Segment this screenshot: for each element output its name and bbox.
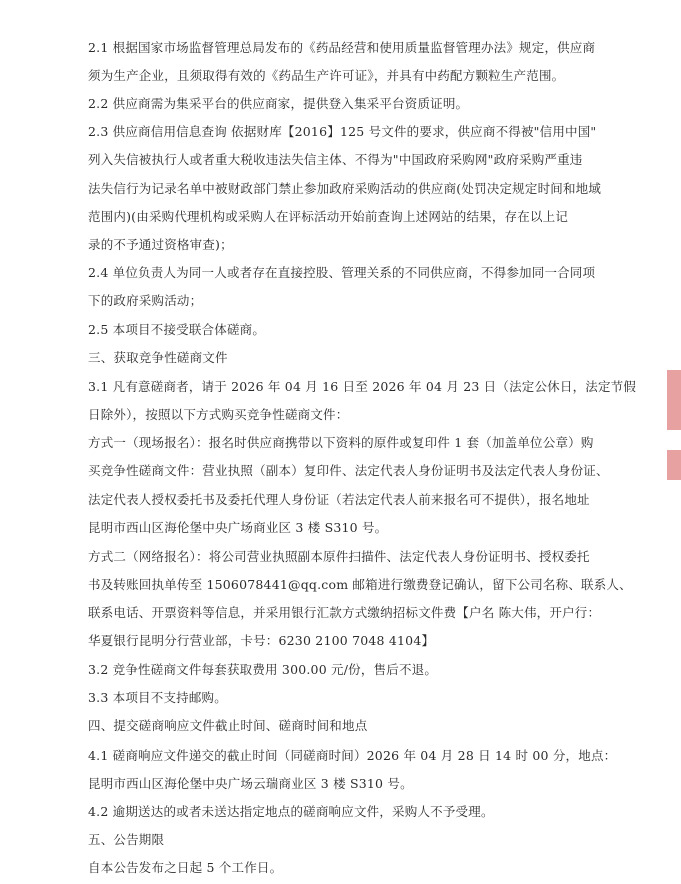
section-heading: 五、公告期限 — [88, 832, 165, 847]
text-line: 须为生产企业，且须取得有效的《药品生产许可证》，并具有中药配方颗粒生产范围。 — [88, 68, 565, 83]
text-line: 3.1 凡有意磋商者，请于 2026 年 04 月 16 日至 2026 年 04 月 23 日（法定公休日，法定节假 — [88, 379, 637, 394]
text-line: 2.4 单位负责人为同一人或者存在直接控股、管理关系的不同供应商，不得参加同一合同项 — [88, 265, 596, 280]
text-line: 2.3 供应商信用信息查询 依据财库【2016】125 号文件的要求，供应商不得被"信用中国" — [88, 124, 597, 139]
text-line: 昆明市西山区海伦堡中央广场云瑞商业区 3 楼 S310 号。 — [88, 776, 413, 791]
text-line: 3.3 本项目不支持邮购。 — [88, 690, 227, 705]
text-line: 华夏银行昆明分行营业部，卡号：6230 2100 7048 4104】 — [88, 633, 435, 648]
text-line: 法定代表人授权委托书及委托代理人身份证（若法定代表人前来报名可不提供），报名地址 — [88, 492, 590, 507]
red-seal-edge — [667, 450, 681, 480]
text-line: 方式一（现场报名）：报名时供应商携带以下资料的原件或复印件 1 套（加盖单位公章）购 — [88, 435, 594, 450]
red-seal-edge — [667, 370, 681, 430]
text-line: 4.1 磋商响应文件递交的截止时间（同磋商时间）2026 年 04 月 28 日 14 时 00 分，地点： — [88, 748, 617, 763]
section-heading: 三、获取竞争性磋商文件 — [88, 350, 228, 365]
text-line: 2.2 供应商需为集采平台的供应商家，提供登入集采平台资质证明。 — [88, 96, 469, 111]
text-line: 自本公告发布之日起 5 个工作日。 — [88, 860, 283, 875]
text-line: 2.5 本项目不接受联合体磋商。 — [88, 322, 266, 337]
text-line: 2.1 根据国家市场监督管理总局发布的《药品经营和使用质量监督管理办法》规定，供应商 — [88, 40, 596, 55]
text-line: 书及转账回执单传至 1506078441@qq.com 邮箱进行缴费登记确认，留下公司名称、联系人、 — [88, 577, 632, 592]
text-line: 日除外），按照以下方式购买竞争性磋商文件： — [88, 407, 349, 422]
text-line: 范围内)(由采购代理机构或采购人在评标活动开始前查询上述网站的结果，存在以上记 — [88, 209, 569, 224]
text-line: 昆明市西山区海伦堡中央广场商业区 3 楼 S310 号。 — [88, 520, 388, 535]
text-line: 列入失信被执行人或者重大税收违法失信主体、不得为"中国政府采购网"政府采购严重违 — [88, 152, 583, 167]
text-line: 下的政府采购活动； — [88, 293, 203, 308]
text-line: 法失信行为记录名单中被财政部门禁止参加政府采购活动的供应商(处罚决定规定时间和地域 — [88, 181, 602, 196]
text-line: 买竞争性磋商文件：营业执照（副本）复印件、法定代表人身份证明书及法定代表人身份证、 — [88, 463, 609, 478]
text-line: 联系电话、开票资料等信息，并采用银行汇款方式缴纳招标文件费【户名 陈大伟，开户行： — [88, 605, 601, 620]
section-heading: 四、提交磋商响应文件截止时间、磋商时间和地点 — [88, 718, 368, 733]
text-line: 4.2 逾期送达的或者未送达指定地点的磋商响应文件，采购人不予受理。 — [88, 804, 494, 819]
text-line: 3.2 竞争性磋商文件每套获取费用 300.00 元/份，售后不退。 — [88, 662, 438, 677]
text-line: 录的不予通过资格审查)； — [88, 237, 233, 252]
text-line: 方式二（网络报名）：将公司营业执照副本原件扫描件、法定代表人身份证明书、授权委托 — [88, 549, 590, 564]
